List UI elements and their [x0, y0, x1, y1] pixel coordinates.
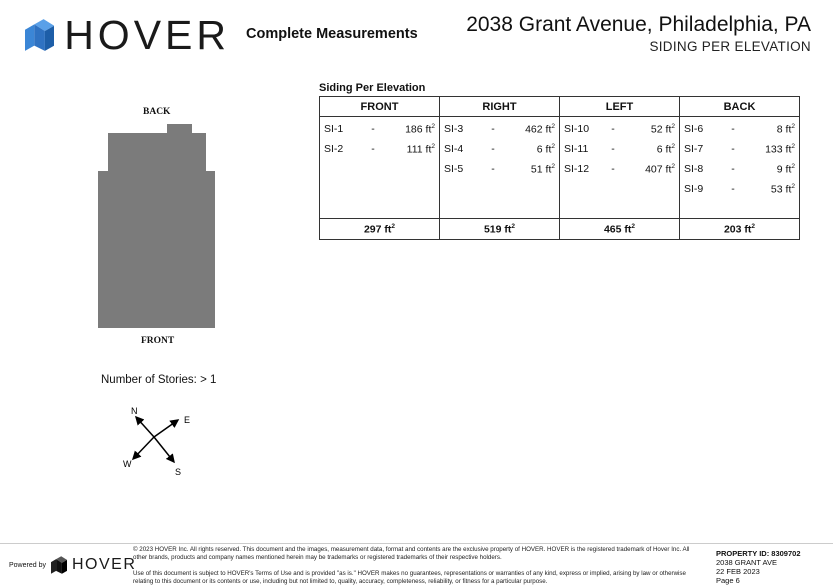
siding-dash: - [371, 143, 375, 155]
siding-row [560, 119, 679, 139]
siding-area [740, 123, 799, 136]
column-total [440, 219, 560, 240]
footer-logo-wordmark: HOVER [71, 556, 137, 573]
siding-dash: - [611, 123, 615, 135]
logo-wordmark: HOVER [64, 11, 230, 58]
property-address: 2038 Grant Avenue, Philadelphia, PA [466, 13, 811, 36]
siding-dash: - [371, 123, 375, 135]
siding-dash: - [731, 183, 735, 195]
table-title: Siding Per Elevation [319, 82, 426, 94]
area-unit: ft [785, 163, 792, 176]
area-value: 8 [776, 123, 783, 136]
hover-logo [25, 11, 230, 59]
property-street: 2038 GRANT AVE [716, 558, 778, 567]
area-value: 462 [525, 123, 543, 136]
total-value: 203 [723, 223, 742, 236]
area-unit-exponent: 2 [551, 122, 555, 130]
total-value: 519 [483, 223, 502, 236]
siding-id: SI-6 [684, 123, 704, 135]
siding-row [680, 139, 799, 159]
area-unit: ft [665, 123, 672, 136]
siding-id: SI-9 [684, 183, 704, 195]
compass [118, 402, 198, 480]
area-value: 186 [405, 123, 423, 136]
front-label: FRONT [141, 336, 175, 346]
total-unit-exponent: 2 [391, 222, 396, 230]
siding-id: SI-7 [684, 143, 704, 155]
area-unit-exponent: 2 [791, 162, 795, 170]
column-header: RIGHT [440, 97, 560, 117]
property-info [716, 549, 801, 585]
area-unit: ft [545, 143, 552, 156]
powered-by-label: Powered by [9, 561, 46, 569]
siding-table [319, 96, 800, 240]
siding-row [560, 159, 679, 179]
compass-w: W [123, 459, 132, 469]
compass-ns-arrow [136, 417, 154, 437]
area-value: 6 [536, 143, 543, 156]
back-label: BACK [143, 107, 171, 117]
column-header: LEFT [560, 97, 680, 117]
page-subtitle: SIDING PER ELEVATION [649, 39, 811, 54]
footer-divider [0, 543, 833, 544]
area-unit: ft [545, 123, 552, 136]
powered-by [9, 556, 136, 574]
area-value: 53 [770, 183, 783, 196]
compass-s: S [175, 467, 182, 477]
area-value: 133 [765, 143, 783, 156]
area-unit: ft [785, 143, 792, 156]
siding-row [680, 119, 799, 139]
copyright-text: © 2023 HOVER Inc. All rights reserved. This document and the images, measurement data, format and contents are the exclusive property of HOVER. HOVER is the registered trademark of Hover Inc. All other brands, products and company names mentioned herein may be trademarks or registered trademarks of their respective holders. [133, 546, 690, 561]
area-unit-exponent: 2 [431, 122, 435, 130]
siding-row [440, 159, 559, 179]
area-unit-exponent: 2 [431, 142, 435, 150]
total-unit-exponent: 2 [751, 222, 756, 230]
stories-count: Number of Stories: > 1 [101, 374, 217, 386]
siding-row [680, 159, 799, 179]
total-unit-exponent: 2 [511, 222, 516, 230]
siding-dash: - [491, 163, 495, 175]
siding-area [740, 163, 799, 176]
area-unit: ft [665, 143, 672, 156]
siding-area [500, 143, 559, 156]
siding-area [500, 123, 559, 136]
area-value: 9 [776, 163, 783, 176]
report-date: 22 FEB 2023 [716, 567, 760, 576]
siding-id: SI-4 [444, 143, 464, 155]
siding-dash: - [491, 123, 495, 135]
siding-area [620, 143, 679, 156]
siding-id: SI-8 [684, 163, 704, 175]
siding-dash: - [731, 143, 735, 155]
siding-area [380, 123, 439, 136]
column-rows [560, 117, 680, 219]
siding-area [380, 143, 439, 156]
siding-id: SI-3 [444, 123, 464, 135]
siding-row [440, 139, 559, 159]
siding-dash: - [731, 123, 735, 135]
siding-row [560, 139, 679, 159]
area-unit-exponent: 2 [671, 162, 675, 170]
area-unit-exponent: 2 [791, 122, 795, 130]
hover-house-icon [25, 11, 54, 59]
column-rows [440, 117, 560, 219]
siding-id: SI-12 [564, 163, 590, 175]
column-total [560, 219, 680, 240]
total-value: 297 [363, 223, 382, 236]
siding-area [500, 163, 559, 176]
siding-row [320, 139, 439, 159]
area-value: 52 [650, 123, 663, 136]
area-unit-exponent: 2 [551, 142, 555, 150]
area-value: 51 [530, 163, 543, 176]
compass-e: E [184, 415, 191, 425]
siding-dash: - [491, 143, 495, 155]
area-value: 407 [645, 163, 663, 176]
compass-ew-arrow [154, 420, 178, 437]
column-total [320, 219, 440, 240]
area-unit: ft [425, 123, 432, 136]
area-unit: ft [785, 123, 792, 136]
area-unit-exponent: 2 [551, 162, 555, 170]
siding-dash: - [611, 143, 615, 155]
column-rows [320, 117, 440, 219]
siding-area [620, 163, 679, 176]
property-id: PROPERTY ID: 8309702 [716, 549, 801, 558]
terms-text: Use of this document is subject to HOVER's Terms of Use and is provided "as is." HOVER makes no guarantees, representations or warranties of any kind, express or implied, arising by law or otherwise relating to this document or its contents or use, including but not limited to, quality, accuracy, completeness, reliability, or fitness for a particular purpose. [133, 570, 686, 585]
total-unit-exponent: 2 [631, 222, 636, 230]
siding-dash: - [611, 163, 615, 175]
compass-n: N [131, 406, 138, 416]
total-unit: ft [504, 223, 512, 236]
area-unit: ft [425, 143, 432, 156]
column-header: BACK [680, 97, 800, 117]
footprint-shape [98, 124, 215, 328]
area-unit-exponent: 2 [671, 122, 675, 130]
siding-area [740, 183, 799, 196]
total-unit: ft [744, 223, 752, 236]
area-unit-exponent: 2 [791, 182, 795, 190]
area-unit: ft [665, 163, 672, 176]
siding-row [680, 179, 799, 199]
area-unit-exponent: 2 [671, 142, 675, 150]
total-unit: ft [624, 223, 632, 236]
siding-id: SI-1 [324, 123, 344, 135]
column-total [680, 219, 800, 240]
column-rows [680, 117, 800, 219]
area-unit: ft [545, 163, 552, 176]
siding-id: SI-10 [564, 123, 590, 135]
area-value: 6 [656, 143, 663, 156]
column-header: FRONT [320, 97, 440, 117]
building-footprint [98, 124, 215, 330]
siding-dash: - [731, 163, 735, 175]
document-title: Complete Measurements [246, 26, 418, 42]
siding-id: SI-2 [324, 143, 344, 155]
area-unit-exponent: 2 [791, 142, 795, 150]
siding-id: SI-5 [444, 163, 464, 175]
area-value: 111 [406, 143, 423, 156]
hover-house-icon [51, 556, 67, 574]
siding-area [740, 143, 799, 156]
page-number: Page 6 [716, 576, 740, 585]
total-value: 465 [603, 223, 622, 236]
siding-area [620, 123, 679, 136]
total-unit: ft [384, 223, 392, 236]
area-unit: ft [785, 183, 792, 196]
siding-row [320, 119, 439, 139]
siding-row [440, 119, 559, 139]
siding-id: SI-11 [564, 143, 589, 155]
